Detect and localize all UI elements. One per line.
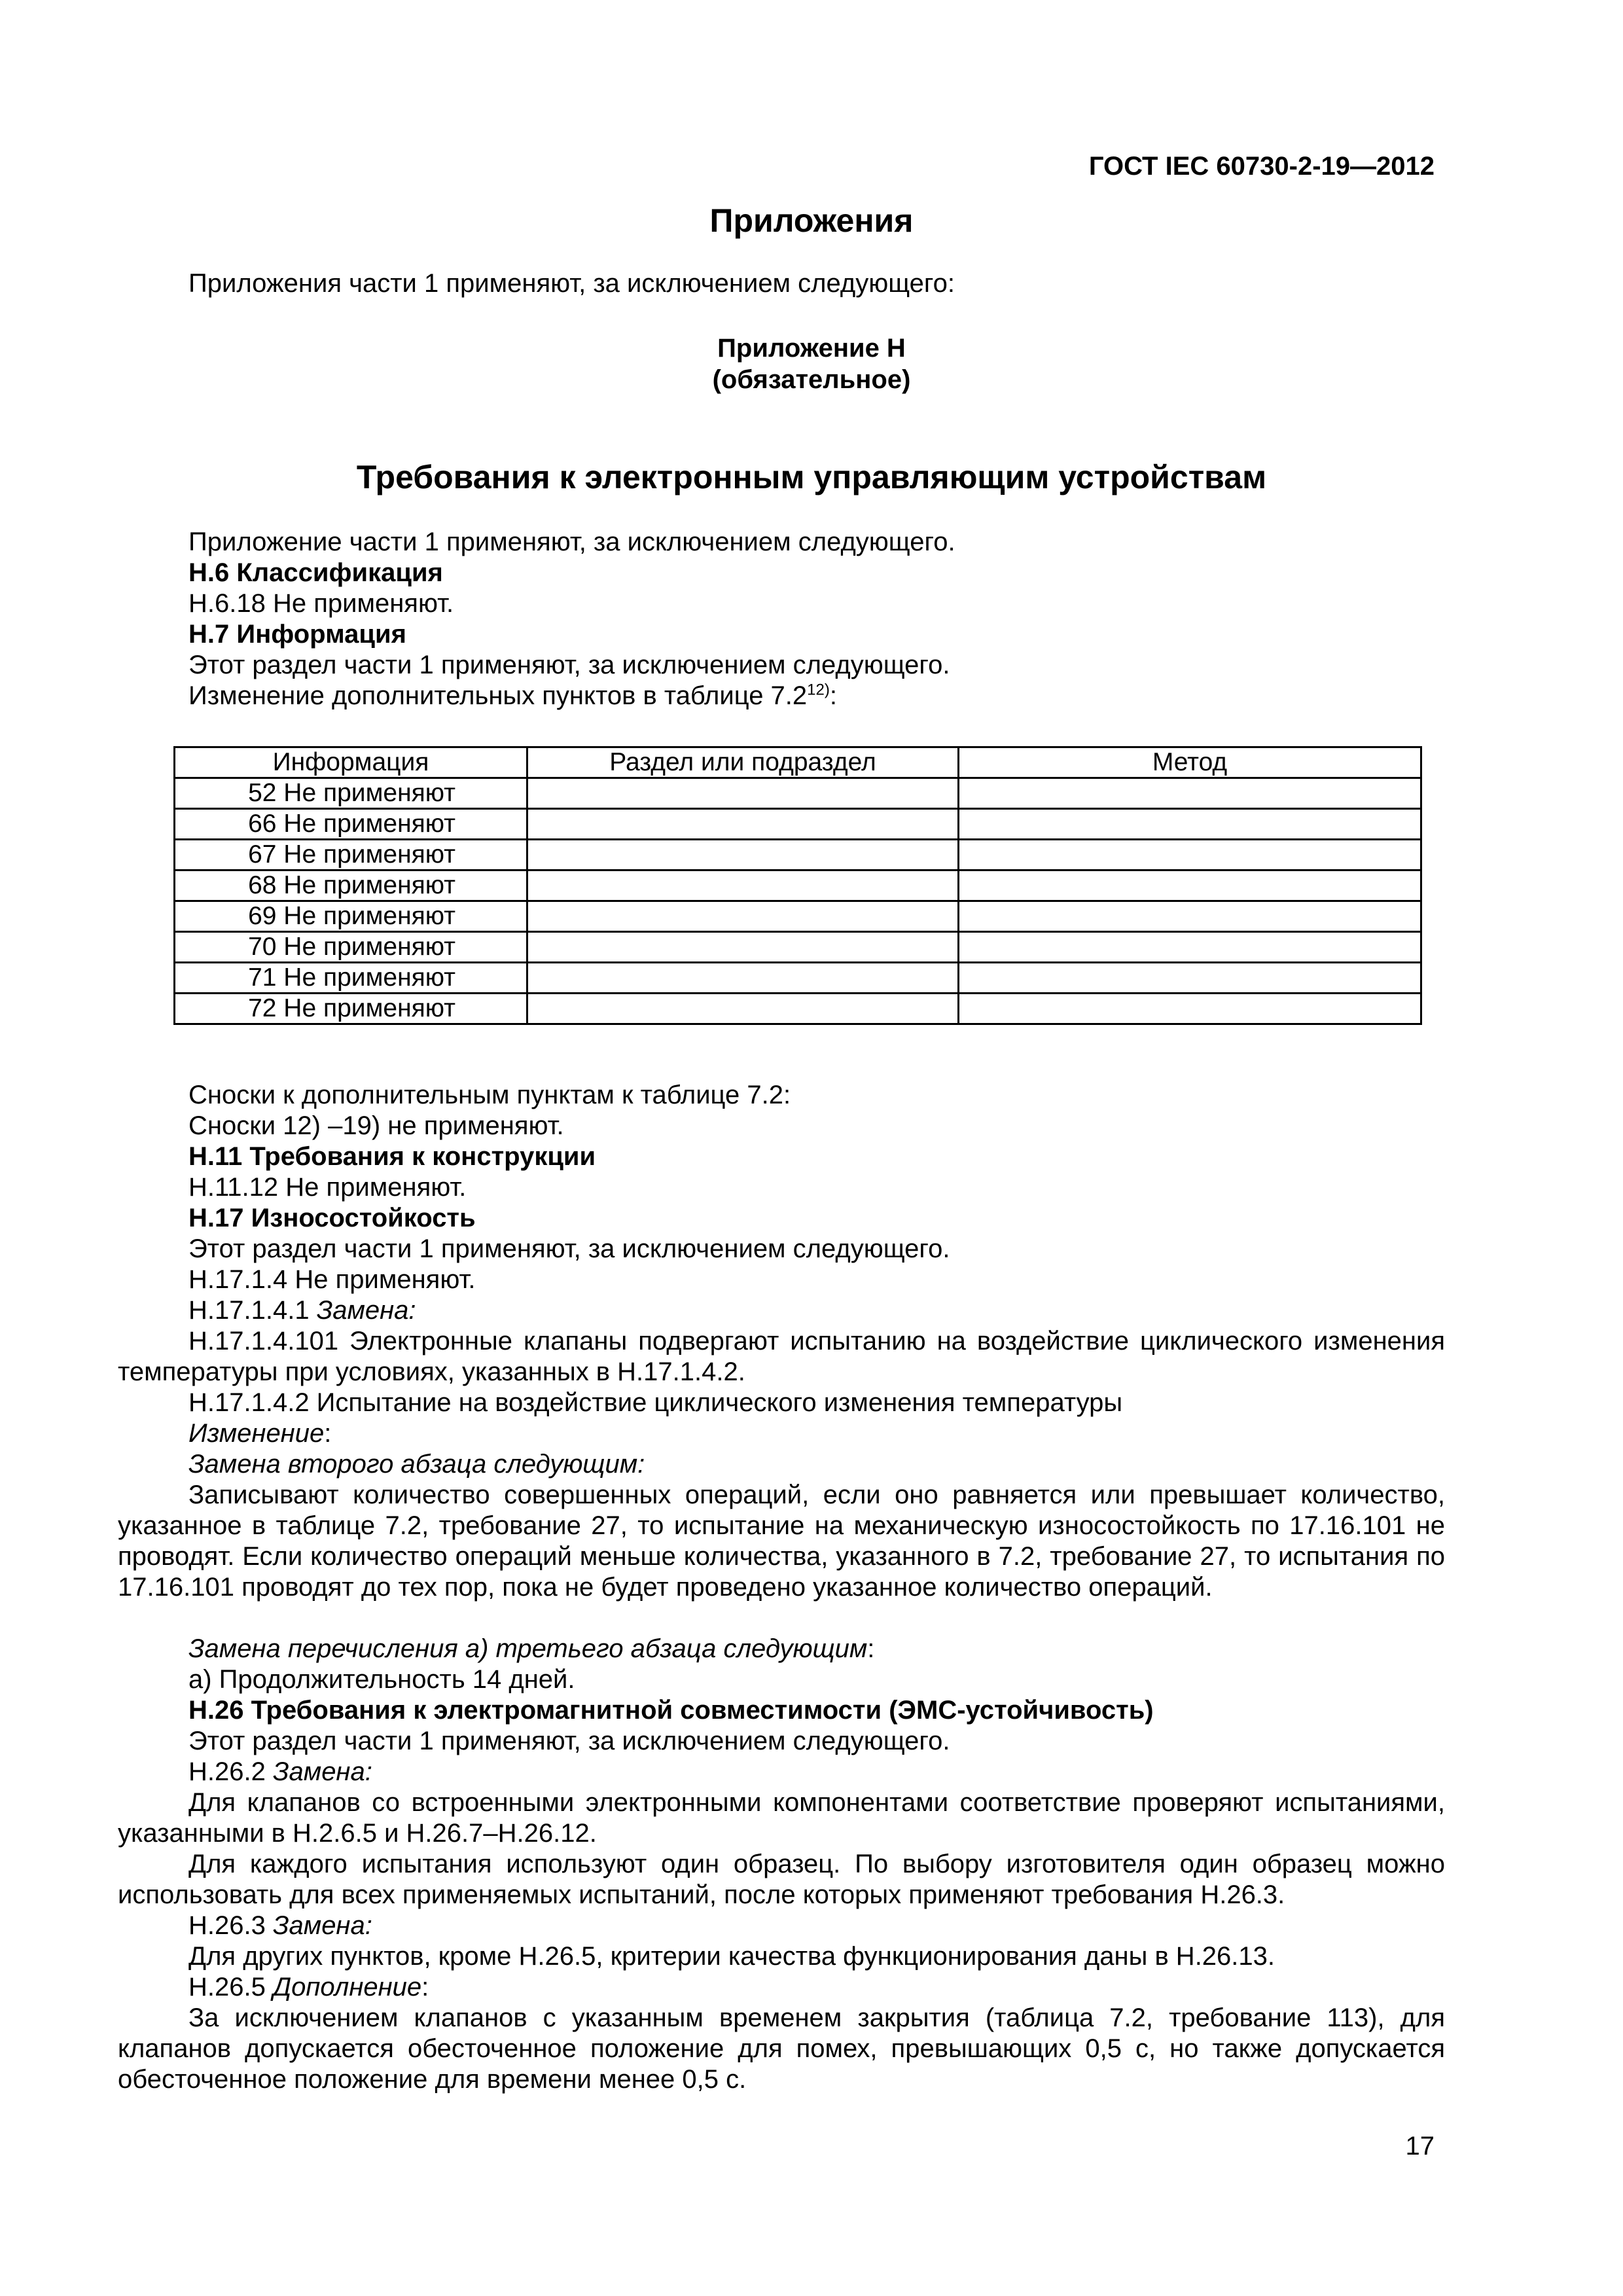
paragraph [188,1418,331,1449]
appendices-intro: Приложения части 1 применяют, за исключением следующего: [188,269,955,298]
information-table [173,746,1422,1025]
table-cell [959,840,1421,870]
text: Н.26.5 [188,1973,273,2001]
table-cell [527,870,959,901]
table-row [175,840,1421,870]
paragraph: Для каждого испытания используют один образец. По выбору изготовителя один образец можно использовать для всех применяемых испытаний, после которых применяют требования Н.26.3. [118,1850,1445,1909]
text: : [421,1973,429,2001]
paragraph: Сноски к дополнительным пунктам к таблице 7.2: [188,1081,791,1109]
paragraph [188,1634,874,1664]
paragraph [188,1295,416,1326]
text: Замена перечисления а) третьего абзаца следующим [188,1634,868,1663]
col-header: Информация [175,747,527,778]
table-cell [959,932,1421,963]
paragraph: Н.11.12 Не применяют. [188,1173,467,1202]
table-cell [959,901,1421,932]
paragraph: Этот раздел части 1 применяют, за исключением следующего. [188,1727,950,1755]
table-cell: 70 Не применяют [175,932,527,963]
paragraph: Сноски 12) –19) не применяют. [188,1111,564,1140]
section-heading-h17: Н.17 Износостойкость [188,1204,476,1232]
paragraph: Н.6.18 Не применяют. [188,589,454,618]
table-row [175,963,1421,994]
text: Н.26.2 [188,1757,273,1786]
table-cell: 66 Не применяют [175,809,527,840]
table-cell [527,840,959,870]
paragraph: Н.17.1.4.101 Электронные клапаны подвергают испытанию на воздействие циклического изменения температуры при условиях, указанных в Н.17.1.4.2. [118,1327,1445,1386]
text: Изменение [188,1419,325,1448]
page-number: 17 [1405,2132,1435,2161]
paragraph: Для других пунктов, кроме Н.26.5, критерии качества функционирования даны в Н.26.13. [188,1942,1275,1971]
paragraph: Этот раздел части 1 применяют, за исключением следующего. [188,651,950,679]
table-cell [527,809,959,840]
table-row [175,870,1421,901]
table-cell: 68 Не применяют [175,870,527,901]
text: : [829,681,837,710]
text: Н.17.1.4.1 [188,1296,317,1325]
document-code: ГОСТ IEC 60730-2-19—2012 [1088,152,1435,181]
appendices-title: Приложения [709,202,914,239]
annex-label: Приложение Н [717,334,906,363]
footnote-ref: 12) [807,681,830,699]
section-heading-h6: Н.6 Классификация [188,558,443,587]
table-header-row [175,747,1421,778]
table-cell [527,901,959,932]
text: Замена: [316,1296,416,1325]
paragraph: Записывают количество совершенных операций, если оно равняется или превышает количество, указанное в таблице 7.2, требование 27, то испытание на механическую износостойкость по 17.16.101 не проводят. Если количество операций меньше количества, указанного в 7.2, требование 27, то испытания по 17.16.101 проводят до тех пор, пока не будет проведено указанное количество операций. [118,1480,1445,1602]
paragraph: Н.17.1.4 Не применяют. [188,1265,476,1294]
paragraph: Для клапанов со встроенными электронными компонентами соответствие проверяют испытаниями, указанными в Н.2.6.5 и Н.26.7–Н.26.12. [118,1788,1445,1848]
annex-status: (обязательное) [712,365,911,394]
table-cell: 67 Не применяют [175,840,527,870]
table-cell [527,963,959,994]
paragraph [188,1972,429,2003]
paragraph: Н.17.1.4.2 Испытание на воздействие циклического изменения температуры [188,1388,1123,1417]
text: : [867,1634,875,1663]
text: : [324,1419,332,1448]
paragraph: Этот раздел части 1 применяют, за исключением следующего. [188,1234,950,1263]
paragraph: Приложение части 1 применяют, за исключением следующего. [188,528,955,556]
col-header: Раздел или подраздел [527,747,959,778]
table-row [175,778,1421,809]
section-heading-h26: Н.26 Требования к электромагнитной совместимости (ЭМС-устойчивость) [188,1696,1154,1725]
table-cell [959,994,1421,1024]
table-row [175,994,1421,1024]
paragraph [188,681,837,711]
table-cell: 72 Не применяют [175,994,527,1024]
table-cell: 69 Не применяют [175,901,527,932]
col-header: Метод [959,747,1421,778]
table-cell [959,870,1421,901]
table-row [175,932,1421,963]
section-heading-h11: Н.11 Требования к конструкции [188,1142,596,1171]
text: Замена: [272,1911,372,1940]
paragraph [188,1757,372,1787]
paragraph: Замена второго абзаца следующим: [188,1450,645,1479]
table-row [175,809,1421,840]
text: Замена: [272,1757,372,1786]
table-cell: 71 Не применяют [175,963,527,994]
annex-title: Требования к электронным управляющим устройствам [356,459,1267,495]
text: Н.26.3 [188,1911,273,1940]
table-cell: 52 Не применяют [175,778,527,809]
text: Изменение дополнительных пунктов в таблице 7.2 [188,681,808,710]
paragraph [188,1910,372,1941]
paragraph: а) Продолжительность 14 дней. [188,1665,575,1694]
table-cell [959,778,1421,809]
table-row [175,901,1421,932]
table-cell [527,932,959,963]
table-cell [527,778,959,809]
table-cell [959,809,1421,840]
section-heading-h7: Н.7 Информация [188,620,406,649]
table-cell [959,963,1421,994]
paragraph: За исключением клапанов с указанным временем закрытия (таблица 7.2, требование 113), для клапанов допускается обесточенное положение для помех, превышающих 0,5 с, но также допускается обесточенное положение для времени менее 0,5 с. [118,2003,1445,2094]
table-cell [527,994,959,1024]
text: Дополнение [272,1973,422,2001]
